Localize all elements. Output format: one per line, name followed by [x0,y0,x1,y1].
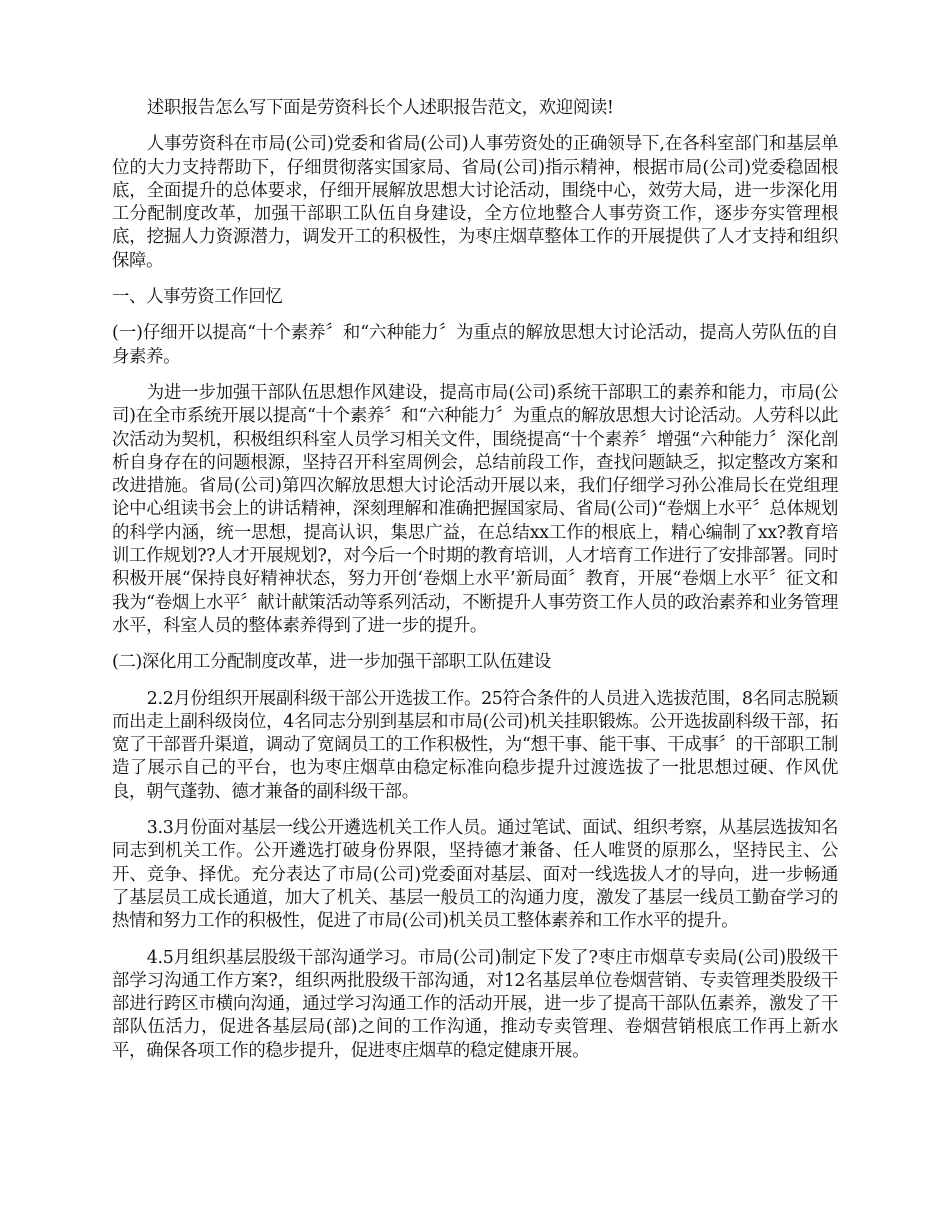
subsection-heading-2: (二)深化用工分配制度改革，进一步加强干部职工队伍建设 [112,652,551,673]
intro-paragraph: 述职报告怎么写下面是劳资科长个人述职报告范文，欢迎阅读! [146,98,614,118]
overview-paragraph: 人事劳资科在市局(公司)党委和省局(公司)人事劳资处的正确领导下,在各科室部门和基层单位的大力支持帮助下，仔细贯彻落实国家局、省局(公司)指示精神，根据市局(公司)党委稳固根底，全面提升的总体要求，仔细开展解放思想大讨论活动，围绕中心，效劳大局，进一步深化用工分配制度改革，加强干部职工队伍自身建设，全方位地整合人事劳资工作，逐步夯实管理根底，挖掘人力资源潜力，调发开工的积极性，为枣庄烟草整体工作的开展提供了人才支持和组织保障。 [112,134,838,271]
subsection-heading-1: (一)仔细开以提高“十个素养〞和“六种能力〞为重点的解放思想大讨论活动，提高人劳队伍的自身素养。 [112,323,838,367]
body-paragraph: 2.2月份组织开展副科级干部公开选拔工作。25符合条件的人员进入选拔范围，8名同志脱颖而出走上副科级岗位，4名同志分别到基层和市局(公司)机关挂职锻炼。公开选拔副科级干部，拓宽了干部晋升渠道，调动了宽阔员工的工作积极性，为“想干事、能干事、干成事〞的干部职工制造了展示自己的平台，也为枣庄烟草由稳定标准向稳步提升过渡选拔了一批思想过硬、作风优良，朝气蓬勃、德才兼备的副科级干部。 [112,688,838,802]
body-paragraph: 4.5月组织基层股级干部沟通学习。市局(公司)制定下发了?枣庄市烟草专卖局(公司)股级干部学习沟通工作方案?，组织两批股级干部沟通，对12名基层单位卷烟营销、专卖管理类股级干部进行跨区市横向沟通，通过学习沟通工作的活动开展，进一步了提高干部队伍素养，激发了干部队伍活力，促进各基层局(部)之间的工作沟通，推动专卖管理、卷烟营销根底工作再上新水平，确保各项工作的稳步提升，促进枣庄烟草的稳定健康开展。 [112,947,838,1061]
body-paragraph: 3.3月份面对基层一线公开遴选机关工作人员。通过笔试、面试、组织考察，从基层选拔知名同志到机关工作。公开遴选打破身份界限，坚持德才兼备、任人唯贤的原那么，坚持民主、公开、竞争、择优。充分表达了市局(公司)党委面对基层、面对一线选拔人才的导向，进一步畅通了基层员工成长通道，加大了机关、基层一般员工的沟通力度，激发了基层一线员工勤奋学习的热情和努力工作的积极性，促进了市局(公司)机关员工整体素养和工作水平的提升。 [112,818,838,932]
body-paragraph: 为进一步加强干部队伍思想作风建设，提高市局(公司)系统干部职工的素养和能力，市局(公司)在全市系统开展以提高“十个素养〞和“六种能力〞为重点的解放思想大讨论活动。人劳科以此次活动为契机，积极组织科室人员学习相关文件，围绕提高“十个素养〞增强“六种能力〞深化剖析自身存在的问题根源，坚持召开科室周例会，总结前段工作，查找问题缺乏，拟定整改方案和改进措施。省局(公司)第四次解放思想大讨论活动开展以来，我们仔细学习孙公准局长在党组理论中心组读书会上的讲话精神，深刻理解和准确把握国家局、省局(公司)“卷烟上水平〞总体规划的科学内涵，统一思想，提高认识，集思广益，在总结xx工作的根底上，精心编制了xx?教育培训工作规划??人才开展规划?，对今后一个时期的教育培训，人才培育工作进行了安排部署。同时积极开展“保持良好精神状态，努力开创‘卷烟上水平’新局面〞教育，开展“卷烟上水平〞征文和我为“卷烟上水平〞献计献策活动等系列活动，不断提升人事劳资工作人员的政治素养和业务管理水平，科室人员的整体素养得到了进一步的提升。 [112,382,838,636]
document-body [112,97,838,1076]
section-heading: 一、人事劳资工作回忆 [112,287,283,308]
